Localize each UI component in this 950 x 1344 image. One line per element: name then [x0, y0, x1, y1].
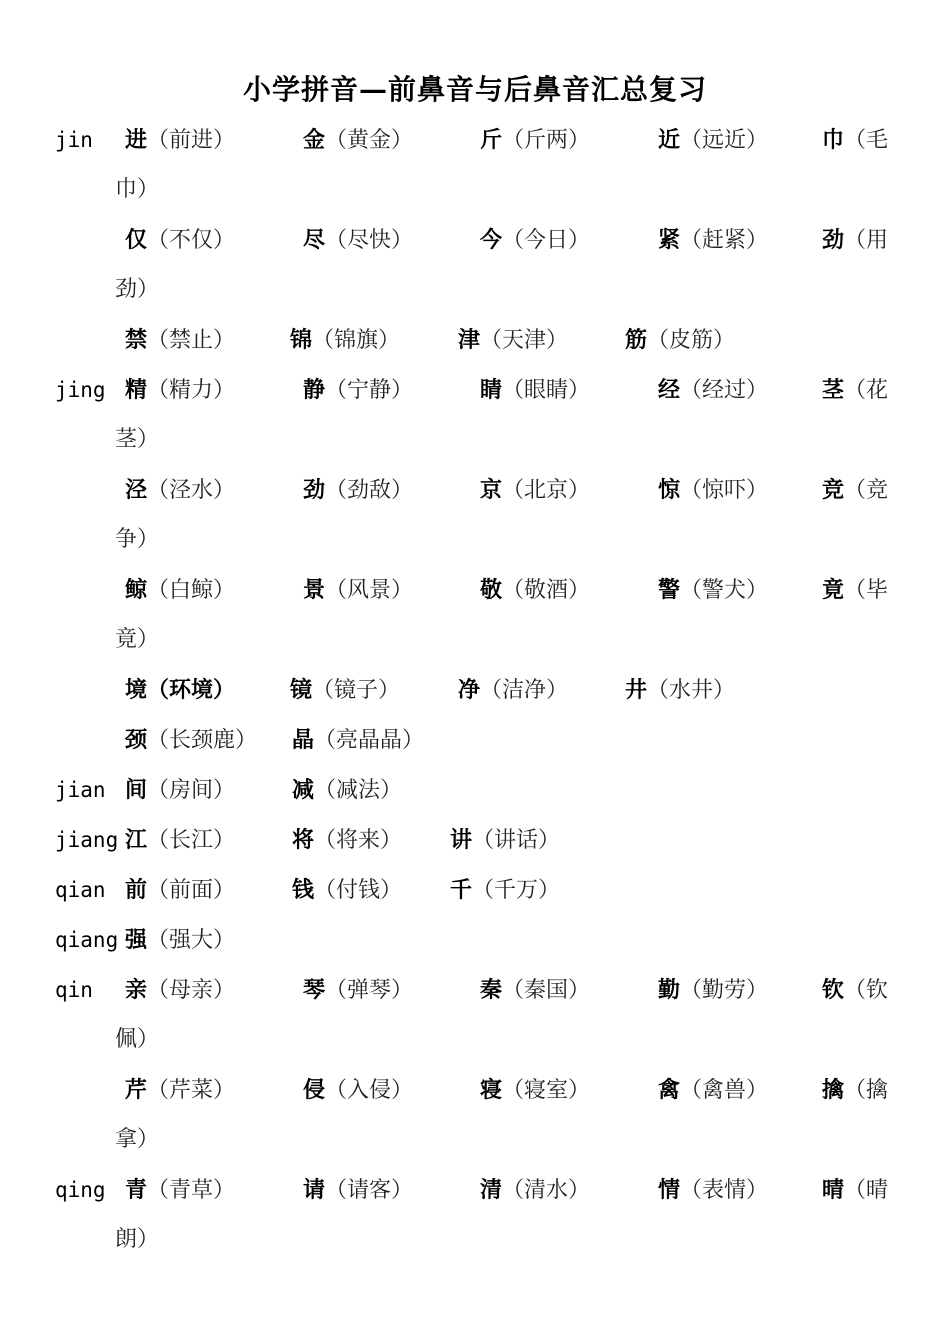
character-entry	[658, 370, 768, 411]
pinyin-label: jing	[55, 378, 106, 402]
example-word: （尽快）	[325, 228, 414, 253]
wrapped-word: 劲）	[115, 277, 160, 302]
example-word: （入侵）	[325, 1078, 414, 1103]
character-entry	[125, 1170, 235, 1211]
character-entry	[450, 820, 560, 861]
character-entry	[480, 1070, 590, 1111]
example-word: （锦旗）	[312, 328, 401, 353]
character: 劲	[822, 227, 845, 253]
character: 精	[125, 377, 148, 403]
example-word: （赶紧）	[680, 228, 769, 253]
character-entry	[290, 320, 400, 361]
character-entry	[303, 1070, 413, 1111]
pinyin-label: jin	[55, 128, 93, 152]
character: 将	[292, 827, 315, 853]
character-entry	[125, 370, 235, 411]
pinyin-label: qiang	[55, 928, 119, 952]
character: 井	[625, 677, 648, 703]
example-word: （水井）	[647, 678, 736, 703]
character-entry	[450, 870, 560, 911]
character-entry	[822, 970, 888, 1011]
example-word: （千万）	[472, 878, 561, 903]
character-entry	[303, 120, 413, 161]
character-entry	[303, 470, 413, 511]
example-word: （芹菜）	[147, 1078, 236, 1103]
character-entry	[303, 370, 413, 411]
character-entry	[303, 970, 413, 1011]
example-word: （弹琴）	[325, 978, 414, 1003]
character: 勤	[658, 977, 681, 1003]
character: 斤	[480, 127, 503, 153]
character-entry	[125, 670, 235, 711]
pinyin-line	[0, 970, 950, 1010]
character-entry	[658, 220, 768, 261]
character: 鲸	[125, 577, 148, 603]
character-entry	[292, 870, 402, 911]
example-word: （敬酒）	[502, 578, 591, 603]
pinyin-line	[0, 1220, 950, 1260]
pinyin-line	[0, 370, 950, 410]
character: 青	[125, 1177, 148, 1203]
example-word: （今日）	[502, 228, 591, 253]
example-word: （请客）	[325, 1178, 414, 1203]
example-word: （风景）	[325, 578, 414, 603]
wrapped-word: 茎）	[115, 427, 160, 452]
example-word: （毕	[844, 578, 889, 603]
character-entry	[658, 1070, 768, 1111]
wrapped-word: 佩）	[115, 1027, 160, 1052]
character: 劲	[303, 477, 326, 503]
pinyin-line	[0, 820, 950, 860]
character-entry	[458, 320, 568, 361]
character-entry	[125, 470, 235, 511]
character-entry	[480, 220, 590, 261]
character: 敬	[480, 577, 503, 603]
character-entry	[125, 570, 235, 611]
pinyin-line	[0, 670, 950, 710]
character-entry	[290, 670, 400, 711]
example-word: （花	[844, 378, 889, 403]
character: 钦	[822, 977, 845, 1003]
pinyin-line	[0, 170, 950, 210]
character-entry	[125, 320, 235, 361]
example-word: （毛	[844, 128, 889, 153]
example-word: （眼睛）	[502, 378, 591, 403]
character: 江	[125, 827, 148, 853]
character: 竞	[822, 477, 845, 503]
pinyin-label: jian	[55, 778, 106, 802]
pinyin-line	[0, 870, 950, 910]
character: 镜	[290, 677, 313, 703]
character: 晴	[822, 1177, 845, 1203]
character-entry	[125, 770, 235, 811]
example-word: （不仅）	[147, 228, 236, 253]
character-entry	[658, 470, 768, 511]
example-word: （付钱）	[314, 878, 403, 903]
character: 千	[450, 877, 473, 903]
character-entry	[658, 120, 768, 161]
character-entry	[125, 220, 235, 261]
example-word: （黄金）	[325, 128, 414, 153]
character-entry	[125, 120, 235, 161]
character: 琴	[303, 977, 326, 1003]
pinyin-line	[0, 570, 950, 610]
character: 津	[458, 327, 481, 353]
character-entry	[125, 720, 257, 761]
character: 强	[125, 927, 148, 953]
example-word: （禽兽）	[680, 1078, 769, 1103]
example-word: （将来）	[314, 828, 403, 853]
pinyin-line	[0, 520, 950, 560]
example-word: （洁净）	[480, 678, 569, 703]
character: 锦	[290, 327, 313, 353]
example-word: （精力）	[147, 378, 236, 403]
example-word: （镜子）	[312, 678, 401, 703]
character: 情	[658, 1177, 681, 1203]
character: 禽	[658, 1077, 681, 1103]
character: 亲	[125, 977, 148, 1003]
pinyin-label: qing	[55, 1178, 106, 1202]
pinyin-line	[0, 270, 950, 310]
example-word: （勤劳）	[680, 978, 769, 1003]
character: 尽	[303, 227, 326, 253]
character: 惊	[658, 477, 681, 503]
example-word: （远近）	[680, 128, 769, 153]
wrapped-word: 拿）	[115, 1127, 160, 1152]
character-entry	[125, 820, 235, 861]
character: 巾	[822, 127, 845, 153]
character: 紧	[658, 227, 681, 253]
pinyin-line	[0, 1170, 950, 1210]
example-word: （禁止）	[147, 328, 236, 353]
character: 寝	[480, 1077, 503, 1103]
character: 筋	[625, 327, 648, 353]
character: 间	[125, 777, 148, 803]
character: 晶	[292, 727, 315, 753]
character: 前	[125, 877, 148, 903]
example-word: （劲敌）	[325, 478, 414, 503]
example-word: （晴	[844, 1178, 889, 1203]
example-word: （天津）	[480, 328, 569, 353]
pinyin-line	[0, 120, 950, 160]
example-word: （前面）	[147, 878, 236, 903]
example-word: （长江）	[147, 828, 236, 853]
character: 进	[125, 127, 148, 153]
character: 讲	[450, 827, 473, 853]
character-entry	[125, 870, 235, 911]
character-entry	[303, 570, 413, 611]
character-entry	[125, 920, 235, 961]
pinyin-line	[0, 470, 950, 510]
character: 禁	[125, 327, 148, 353]
character: 仅	[125, 227, 148, 253]
pinyin-line	[0, 320, 950, 360]
example-word: （竞	[844, 478, 889, 503]
character: 泾	[125, 477, 148, 503]
pinyin-line	[0, 920, 950, 960]
character-entry	[292, 770, 402, 811]
example-word: （北京）	[502, 478, 591, 503]
character-entry	[292, 820, 402, 861]
example-word: （减法）	[314, 778, 403, 803]
example-word: （宁静）	[325, 378, 414, 403]
example-word: （擒	[844, 1078, 889, 1103]
example-word: （讲话）	[472, 828, 561, 853]
pinyin-line	[0, 720, 950, 760]
character: 减	[292, 777, 315, 803]
example-word: （环境）	[147, 677, 236, 703]
character-entry	[822, 470, 888, 511]
character: 景	[303, 577, 326, 603]
character-entry	[658, 970, 768, 1011]
character-entry	[822, 370, 888, 411]
example-word: （用	[844, 228, 889, 253]
character-entry	[292, 720, 424, 761]
character: 茎	[822, 377, 845, 403]
character-entry	[480, 120, 590, 161]
example-word: （房间）	[147, 778, 236, 803]
example-word: （泾水）	[147, 478, 236, 503]
pinyin-line	[0, 620, 950, 660]
character: 境	[125, 677, 148, 703]
character-entry	[625, 320, 735, 361]
pinyin-line	[0, 420, 950, 460]
character-entry	[822, 120, 888, 161]
character: 请	[303, 1177, 326, 1203]
example-word: （寝室）	[502, 1078, 591, 1103]
character-entry	[125, 970, 235, 1011]
example-word: （皮筋）	[647, 328, 736, 353]
character-entry	[625, 670, 735, 711]
character-entry	[303, 220, 413, 261]
character: 擒	[822, 1077, 845, 1103]
character: 钱	[292, 877, 315, 903]
character: 颈	[125, 727, 148, 753]
example-word: （经过）	[680, 378, 769, 403]
example-word: （清水）	[502, 1178, 591, 1203]
pinyin-label: qian	[55, 878, 106, 902]
character-entry	[480, 570, 590, 611]
example-word: （斤两）	[502, 128, 591, 153]
example-word: （亮晶晶）	[314, 728, 425, 753]
wrapped-word: 竟）	[115, 627, 160, 652]
pinyin-line	[0, 1120, 950, 1160]
pinyin-line	[0, 770, 950, 810]
example-word: （长颈鹿）	[147, 728, 258, 753]
character-entry	[480, 970, 590, 1011]
character: 秦	[480, 977, 503, 1003]
example-word: （警犬）	[680, 578, 769, 603]
wrapped-word: 巾）	[115, 177, 160, 202]
character: 警	[658, 577, 681, 603]
example-word: （钦	[844, 978, 889, 1003]
character: 清	[480, 1177, 503, 1203]
pinyin-line	[0, 220, 950, 260]
pinyin-label: jiang	[55, 828, 119, 852]
example-word: （强大）	[147, 928, 236, 953]
character: 今	[480, 227, 503, 253]
pinyin-line	[0, 1020, 950, 1060]
character-entry	[480, 370, 590, 411]
character: 睛	[480, 377, 503, 403]
character-entry	[822, 1170, 888, 1211]
character-entry	[822, 1070, 888, 1111]
character: 侵	[303, 1077, 326, 1103]
example-word: （白鲸）	[147, 578, 236, 603]
character: 经	[658, 377, 681, 403]
character-entry	[658, 1170, 768, 1211]
example-word: （母亲）	[147, 978, 236, 1003]
wrapped-word: 朗）	[115, 1227, 160, 1252]
character-entry	[303, 1170, 413, 1211]
character-entry	[458, 670, 568, 711]
pinyin-label: qin	[55, 978, 93, 1002]
character: 京	[480, 477, 503, 503]
example-word: （惊吓）	[680, 478, 769, 503]
example-word: （青草）	[147, 1178, 236, 1203]
example-word: （前进）	[147, 128, 236, 153]
character-entry	[480, 1170, 590, 1211]
character-entry	[822, 570, 888, 611]
character-entry	[822, 220, 888, 261]
example-word: （表情）	[680, 1178, 769, 1203]
character: 静	[303, 377, 326, 403]
character: 近	[658, 127, 681, 153]
character-entry	[658, 570, 768, 611]
wrapped-word: 争）	[115, 527, 160, 552]
character: 芹	[125, 1077, 148, 1103]
character-entry	[480, 470, 590, 511]
character: 净	[458, 677, 481, 703]
character-entry	[125, 1070, 235, 1111]
character: 金	[303, 127, 326, 153]
page-title: 小学拼音—前鼻音与后鼻音汇总复习	[242, 73, 707, 106]
example-word: （秦国）	[502, 978, 591, 1003]
character: 竟	[822, 577, 845, 603]
pinyin-line	[0, 1070, 950, 1110]
